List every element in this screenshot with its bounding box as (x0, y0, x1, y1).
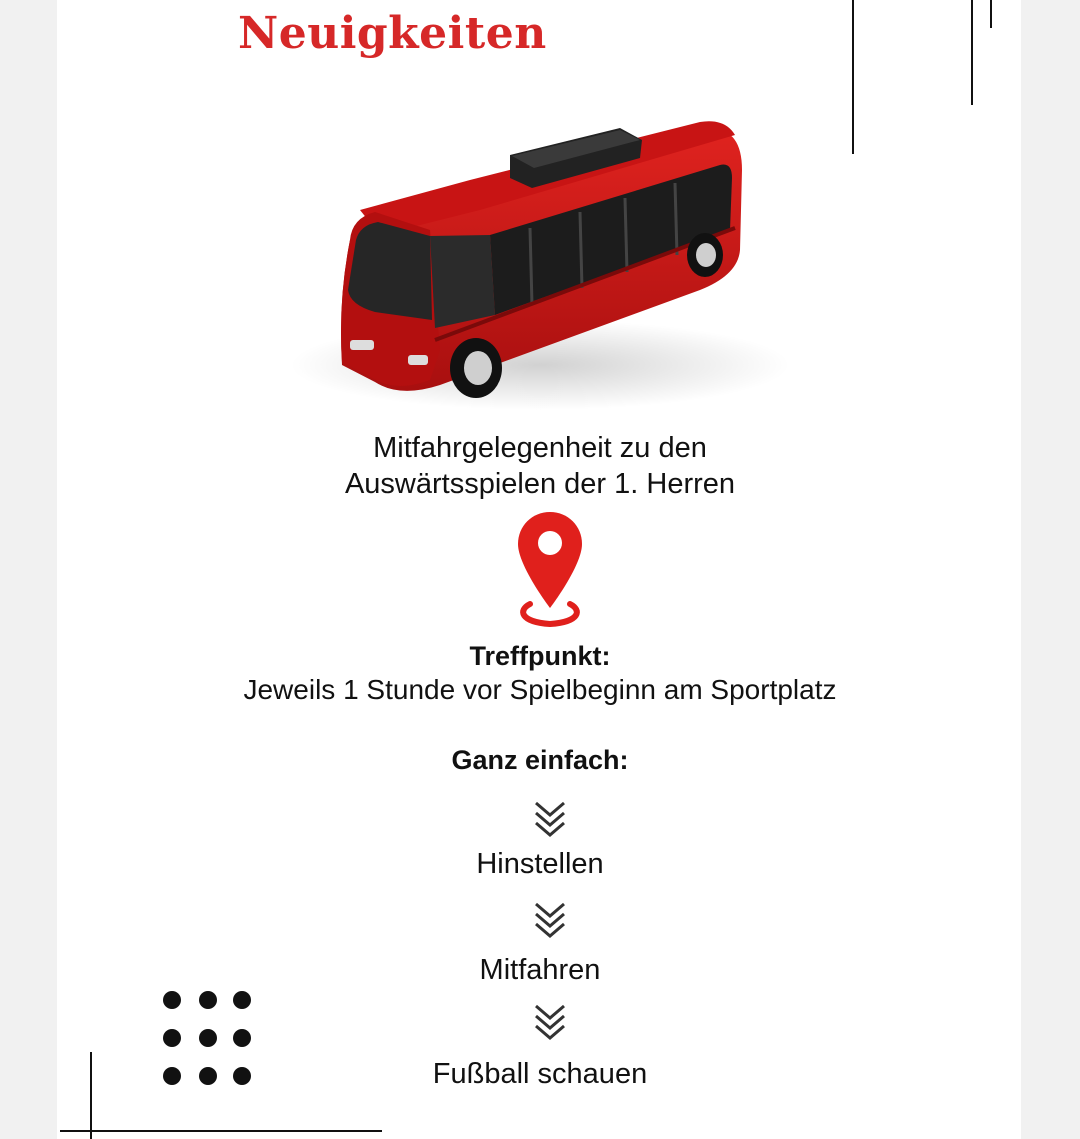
bus-image (280, 100, 800, 420)
double-chevron-down-icon (532, 1000, 568, 1040)
intro-text (0, 430, 1080, 502)
decor-dot (233, 1067, 251, 1085)
decor-line-bottom-horizontal (60, 1130, 382, 1132)
page-title: Neuigkeiten (238, 8, 547, 59)
decor-dot (233, 991, 251, 1009)
decor-dot (199, 991, 217, 1009)
decor-dot (199, 1029, 217, 1047)
meeting-label: Treffpunkt: (469, 641, 611, 671)
decor-dot (163, 1029, 181, 1047)
decor-dot (163, 1067, 181, 1085)
intro-line-2: Auswärtsspielen der 1. Herren (344, 468, 736, 500)
decor-dot-grid (160, 988, 260, 1088)
decor-dot (163, 991, 181, 1009)
decor-line-top-3 (990, 0, 992, 28)
step-item-2: Mitfahren (479, 954, 601, 986)
decor-line-top-2 (971, 0, 973, 105)
step-item-3: Fußball schauen (432, 1058, 648, 1090)
decor-dot (233, 1029, 251, 1047)
meeting-text: Jeweils 1 Stunde vor Spielbeginn am Sportplatz (243, 674, 837, 705)
steps-heading: Ganz einfach: (451, 745, 629, 775)
decor-line-top-1 (852, 0, 854, 154)
step-item-1: Hinstellen (476, 848, 604, 880)
location-pin-icon (514, 508, 586, 630)
double-chevron-down-icon (532, 898, 568, 938)
decor-dot (199, 1067, 217, 1085)
intro-line-1: Mitfahrgelegenheit zu den (373, 432, 707, 464)
double-chevron-down-icon (532, 797, 568, 837)
